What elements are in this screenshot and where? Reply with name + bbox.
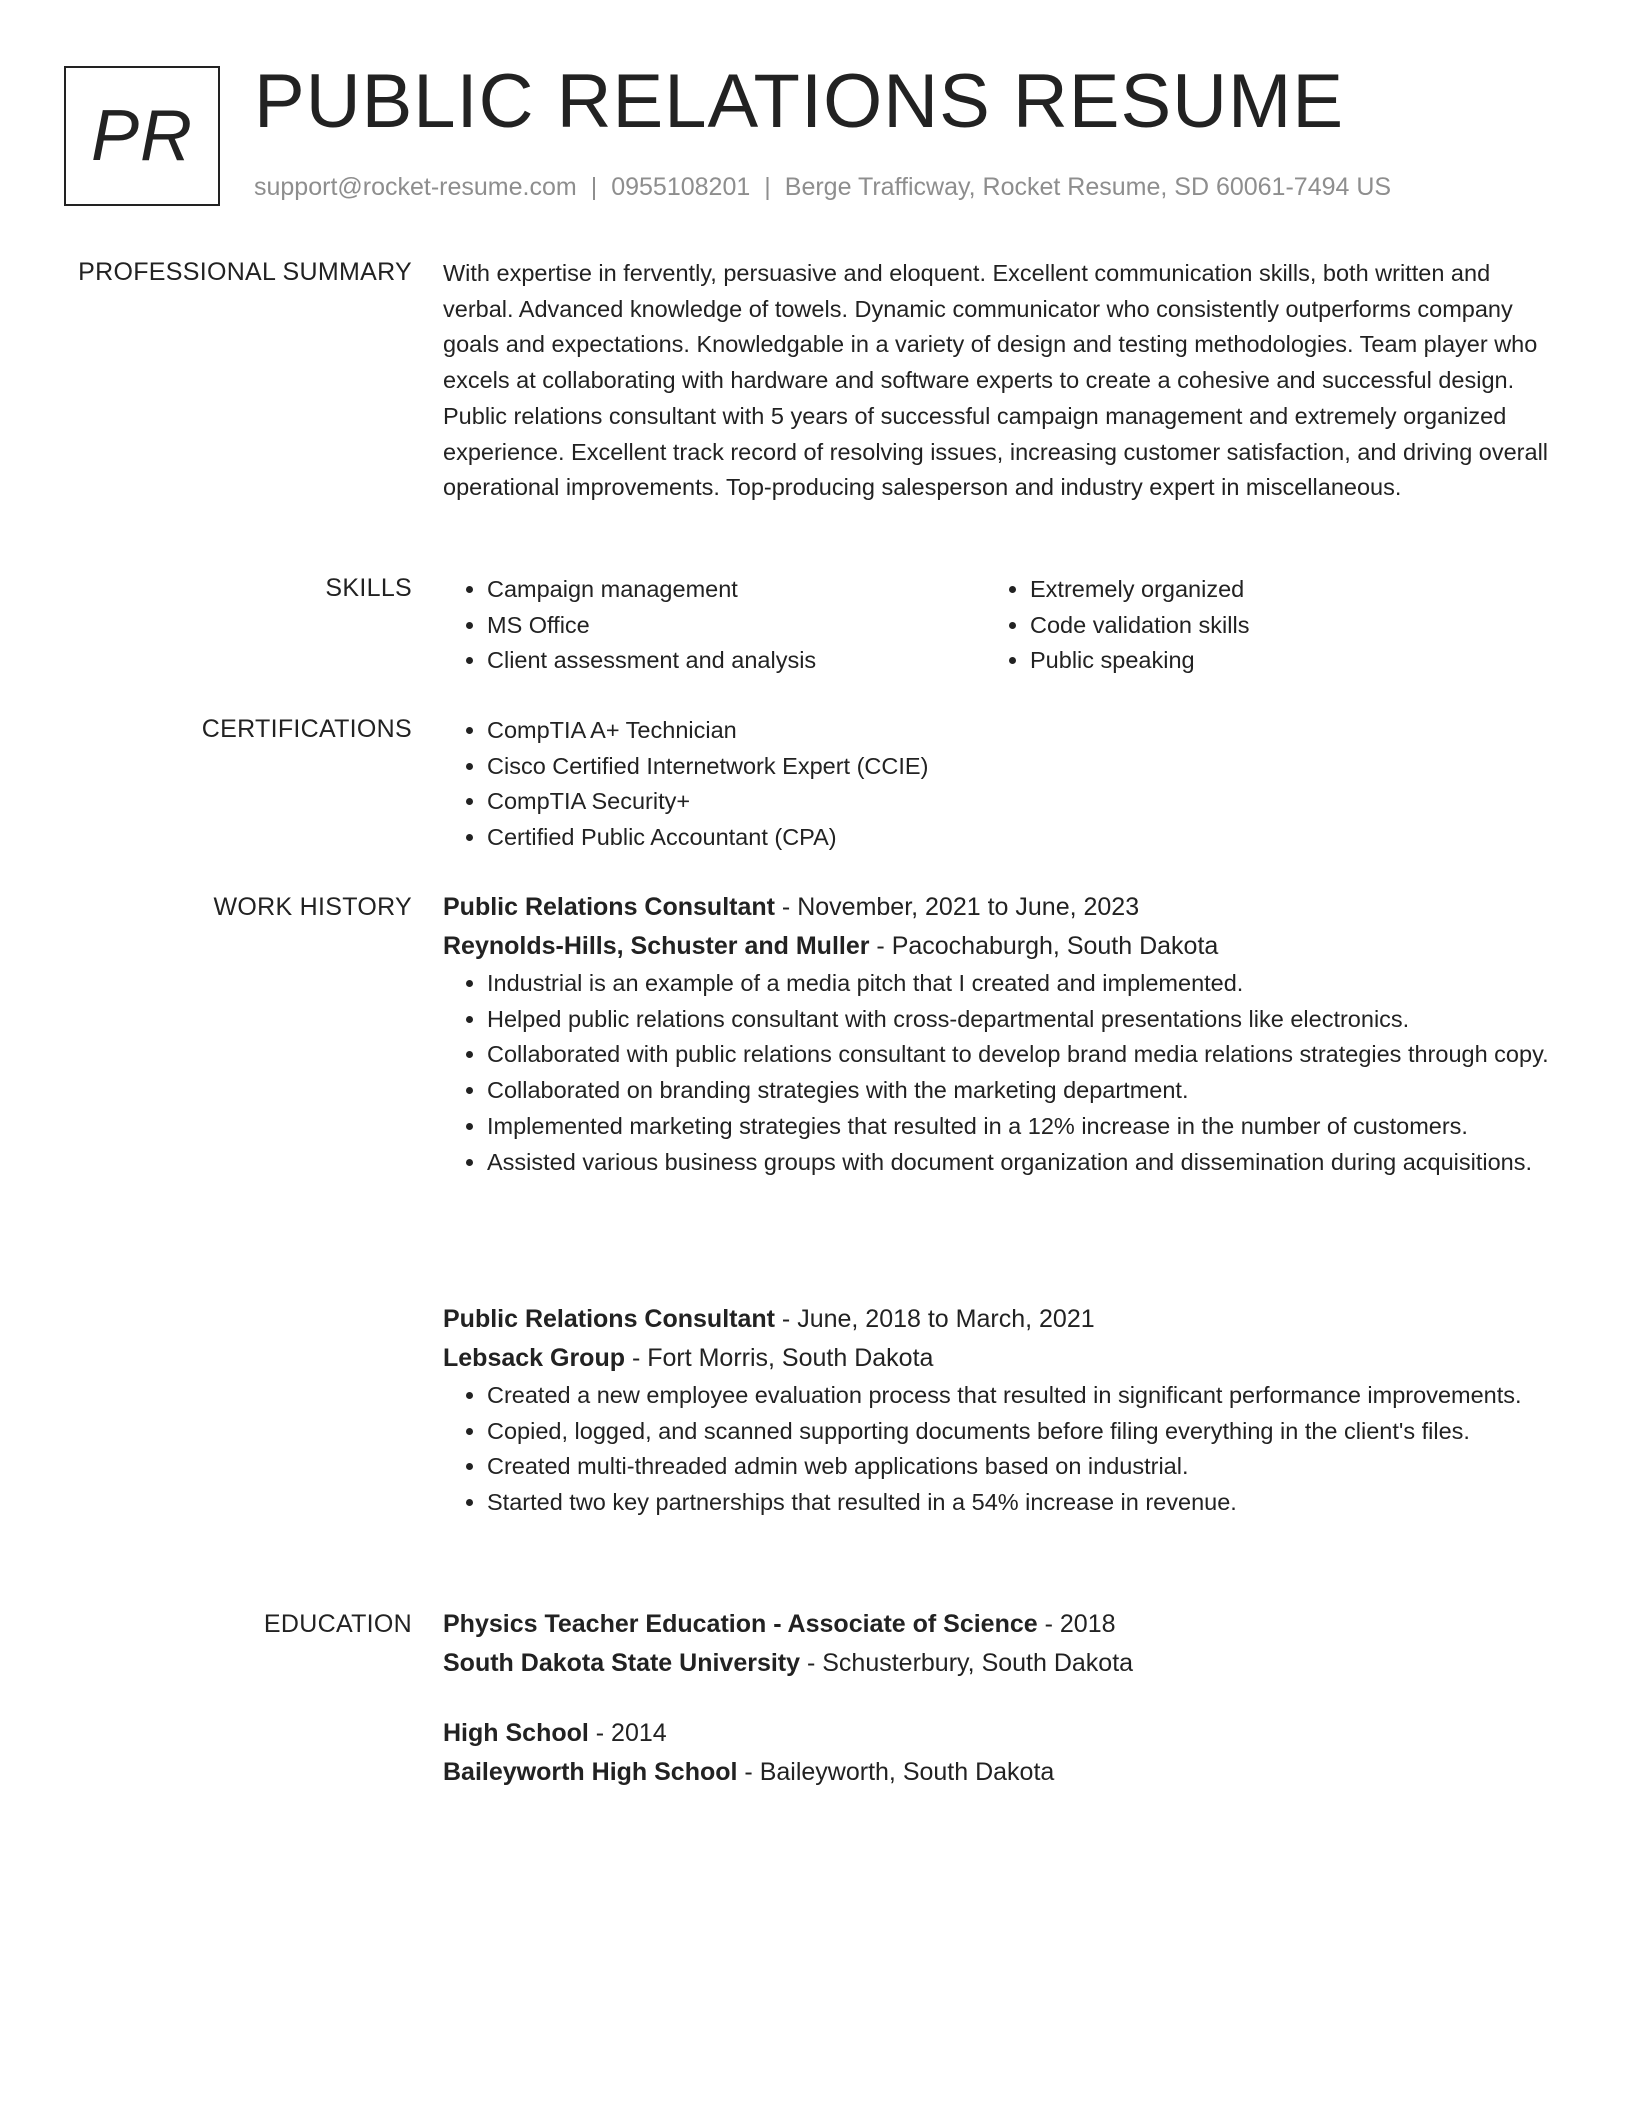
education-label: EDUCATION — [263, 1610, 412, 1638]
list-item: • Helped public relations consultant with cross-departmental presentations like electronics. — [487, 1002, 1553, 1038]
summary-label: PROFESSIONAL SUMMARY — [78, 258, 412, 286]
job-title: Public Relations Consultant — [443, 1305, 775, 1333]
education-year: - 2018 — [1037, 1610, 1116, 1638]
education-degree-line — [443, 1714, 1553, 1753]
job-bullets — [443, 1378, 1553, 1521]
summary-section — [443, 256, 1553, 506]
job-bullets — [443, 966, 1553, 1180]
list-item: • CompTIA A+ Technician — [487, 713, 1553, 749]
contact-separator: | — [764, 173, 771, 201]
list-item: • Extremely organized — [1030, 572, 1526, 608]
page-title: PUBLIC RELATIONS RESUME — [254, 59, 1345, 144]
job-entry — [443, 888, 1553, 1180]
list-item: • Assisted various business groups with document organization and dissemination during acquisitions. — [487, 1145, 1553, 1181]
skills-label: SKILLS — [325, 574, 412, 602]
monogram-logo: PR — [64, 66, 220, 206]
job-location: - Pacochaburgh, South Dakota — [869, 932, 1219, 960]
skills-column-right — [986, 572, 1526, 679]
education-entry — [443, 1714, 1553, 1792]
education-school: South Dakota State University — [443, 1649, 801, 1677]
list-item: • Client assessment and analysis — [487, 643, 983, 679]
skills-column-left — [443, 572, 983, 679]
education-year: - 2014 — [588, 1719, 667, 1747]
education-school: Baileyworth High School — [443, 1758, 738, 1786]
list-item: • Created a new employee evaluation process that resulted in significant performance improvements. — [487, 1378, 1553, 1414]
list-item: • CompTIA Security+ — [487, 784, 1553, 820]
contact-separator: | — [590, 173, 598, 201]
work-history-label: WORK HISTORY — [213, 893, 412, 921]
education-degree: Physics Teacher Education - Associate of Science — [443, 1610, 1038, 1638]
contact-line — [254, 173, 1391, 202]
education-location: - Baileyworth, South Dakota — [737, 1758, 1055, 1786]
certifications-label: CERTIFICATIONS — [201, 715, 412, 743]
job-title-line — [443, 1300, 1553, 1339]
job-dates: - June, 2018 to March, 2021 — [774, 1305, 1095, 1333]
contact-phone: 0955108201 — [611, 173, 751, 201]
skills-section — [443, 572, 1553, 684]
job-title: Public Relations Consultant — [443, 893, 775, 921]
job-entry — [443, 1300, 1553, 1521]
list-item: • Public speaking — [1030, 643, 1526, 679]
education-entry — [443, 1605, 1553, 1683]
education-school-line — [443, 1753, 1553, 1792]
education-degree-line — [443, 1605, 1553, 1644]
list-item: • Started two key partnerships that resulted in a 54% increase in revenue. — [487, 1485, 1553, 1521]
list-item: • Implemented marketing strategies that resulted in a 12% increase in the number of customers. — [487, 1109, 1553, 1145]
summary-text: With expertise in fervently, persuasive and eloquent. Excellent communication skills, both written and verbal. Advanced knowledge of towels. Dynamic communicator who consistently outperforms company goals and expectations. Knowledgable in a variety of design and testing methodologies. Team player who excels at collaborating with hardware and software experts to create a cohesive and successful design. Public relations consultant with 5 years of successful campaign management and extremely organized experience. Excellent track record of resolving issues, increasing customer satisfaction, and driving overall operational improvements. Top-producing salesperson and industry expert in miscellaneous. — [443, 260, 1549, 501]
education-location: - Schusterbury, South Dakota — [800, 1649, 1134, 1677]
certifications-section — [443, 713, 1553, 856]
list-item: • MS Office — [487, 608, 983, 644]
contact-address: Berge Trafficway, Rocket Resume, SD 60061-7494 US — [784, 173, 1392, 201]
list-item: • Code validation skills — [1030, 608, 1526, 644]
list-item: • Industrial is an example of a media pitch that I created and implemented. — [487, 966, 1553, 1002]
list-item: • Campaign management — [487, 572, 983, 608]
certifications-list — [443, 713, 1553, 856]
list-item: • Certified Public Accountant (CPA) — [487, 820, 1553, 856]
skills-list — [986, 572, 1526, 679]
job-company-line — [443, 927, 1553, 966]
education-school-line — [443, 1644, 1553, 1683]
list-item: • Created multi-threaded admin web applications based on industrial. — [487, 1449, 1553, 1485]
job-company-line — [443, 1339, 1553, 1378]
job-location: - Fort Morris, South Dakota — [625, 1344, 934, 1372]
list-item: • Copied, logged, and scanned supporting documents before filing everything in the client's files. — [487, 1414, 1553, 1450]
job-company: Reynolds-Hills, Schuster and Muller — [443, 932, 870, 960]
job-dates: - November, 2021 to June, 2023 — [774, 893, 1140, 921]
contact-email: support@rocket-resume.com — [254, 173, 577, 201]
education-degree: High School — [443, 1719, 589, 1747]
skills-list — [443, 572, 983, 679]
job-company: Lebsack Group — [443, 1344, 625, 1372]
job-title-line — [443, 888, 1553, 927]
list-item: • Collaborated with public relations consultant to develop brand media relations strategies through copy. — [487, 1037, 1553, 1073]
list-item: • Cisco Certified Internetwork Expert (CCIE) — [487, 749, 1553, 785]
list-item: • Collaborated on branding strategies with the marketing department. — [487, 1073, 1553, 1109]
